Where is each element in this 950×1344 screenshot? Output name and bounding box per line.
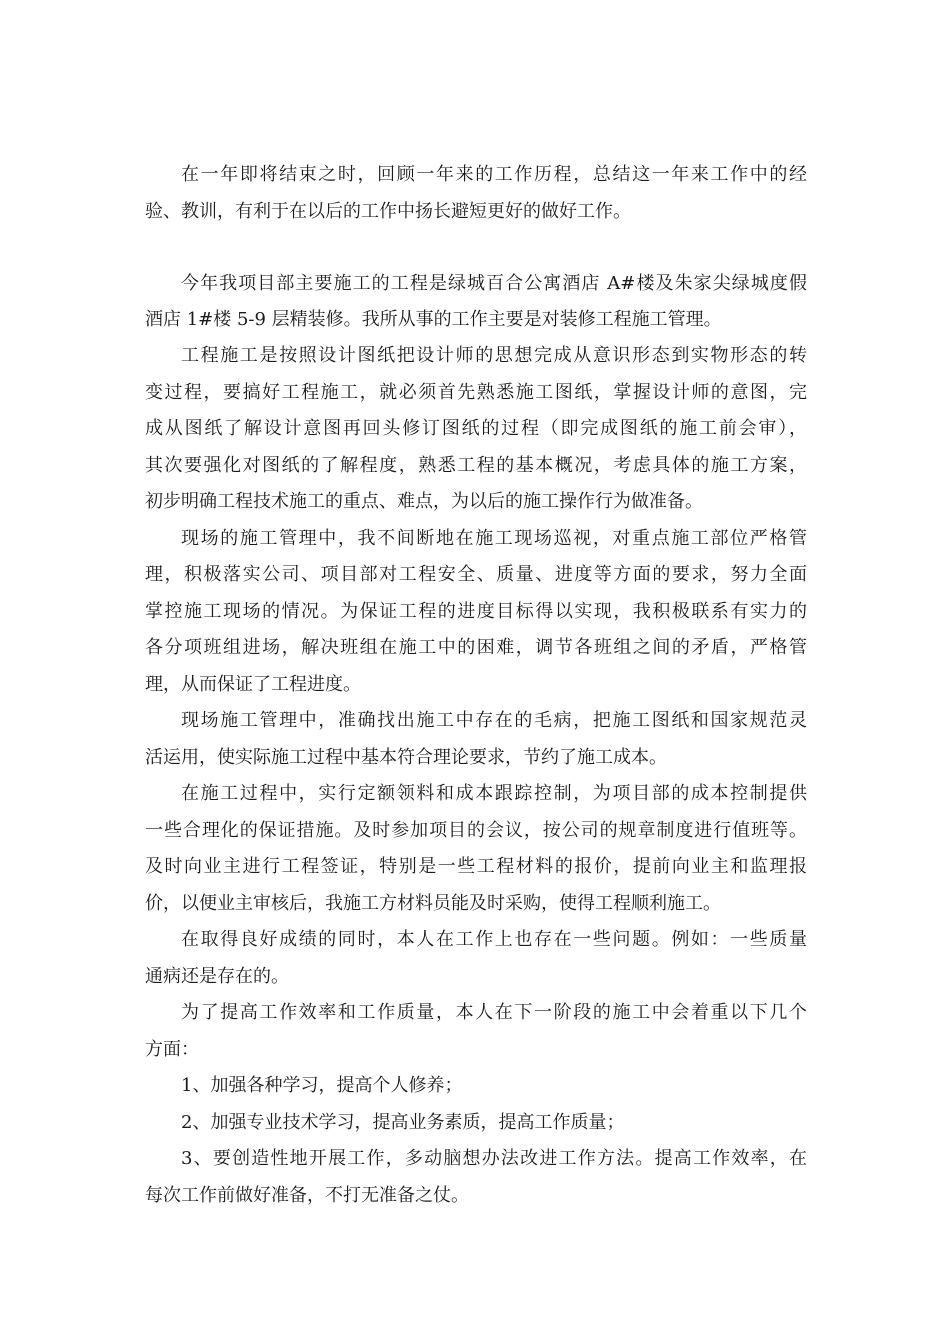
paragraph-line: 活运用，使实际施工过程中基本符合理论要求，节约了施工成本。 [145,747,667,768]
paragraph-line: 在取得良好成绩的同时，本人在工作上也存在一些问题。例如：一些质量 [181,929,807,950]
paragraph-line: 成从图纸了解设计意图再回头修订图纸的过程（即完成图纸的施工前会审）， [145,418,807,439]
paragraph-line: 一些合理化的保证措施。及时参加项目的会议，按公司的规章制度进行值班等。 [145,820,807,841]
paragraph-line: 价，以便业主审核后，我施工方材料员能及时采购，使得工程顺利施工。 [145,893,721,914]
paragraph-line: 现场施工管理中，准确找出施工中存在的毛病，把施工图纸和国家规范灵 [181,710,807,731]
paragraph-line: 掌控施工现场的情况。为保证工程的进度目标得以实现，我积极联系有实力的 [145,601,807,622]
paragraph-line: 其次要强化对图纸的了解程度，熟悉工程的基本概况，考虑具体的施工方案， [145,455,807,476]
paragraph-line: 各分项班组进场，解决班组在施工中的困难，调节各班组之间的矛盾，严格管 [145,637,807,658]
paragraph-line: 验、教训，有利于在以后的工作中扬长避短更好的做好工作。 [145,201,631,222]
paragraph-line: 通病还是存在的。 [145,966,289,987]
paragraph-line: 初步明确工程技术施工的重点、难点，为以后的施工操作行为做准备。 [145,491,703,512]
paragraph-line: 现场的施工管理中，我不间断地在施工现场巡视，对重点施工部位严格管 [181,528,807,549]
list-item-continuation: 每次工作前做好准备，不打无准备之仗。 [145,1185,469,1206]
paragraph-line: 酒店 1#楼 5-9 层精装修。我所从事的工作主要是对装修工程施工管理。 [145,309,722,330]
paragraph-line: 今年我项目部主要施工的工程是绿城百合公寓酒店 A#楼及朱家尖绿城度假 [181,273,807,294]
paragraph-line: 理，从而保证了工程进度。 [145,674,361,695]
paragraph-line: 变过程，要搞好工程施工，就必须首先熟悉施工图纸，掌握设计师的意图，完 [145,382,807,403]
list-item: 1、加强各种学习，提高个人修养； [181,1075,463,1096]
paragraph-line: 工程施工是按照设计图纸把设计师的思想完成从意识形态到实物形态的转 [181,345,807,366]
paragraph-line: 在施工过程中，实行定额领料和成本跟踪控制，为项目部的成本控制提供 [181,783,807,804]
list-item: 3、要创造性地开展工作，多动脑想办法改进工作方法。提高工作效率，在 [181,1148,807,1169]
paragraph-line: 在一年即将结束之时，回顾一年来的工作历程，总结这一年来工作中的经 [181,164,807,185]
list-item: 2、加强专业技术学习，提高业务素质，提高工作质量； [181,1112,625,1133]
paragraph-line: 为了提高工作效率和工作质量，本人在下一阶段的施工中会着重以下几个 [181,1002,807,1023]
paragraph-line: 及时向业主进行工程签证，特别是一些工程材料的报价，提前向业主和监理报 [145,856,807,877]
paragraph-line: 方面： [145,1039,199,1060]
paragraph-line: 理，积极落实公司、项目部对工程安全、质量、进度等方面的要求，努力全面 [145,564,807,585]
